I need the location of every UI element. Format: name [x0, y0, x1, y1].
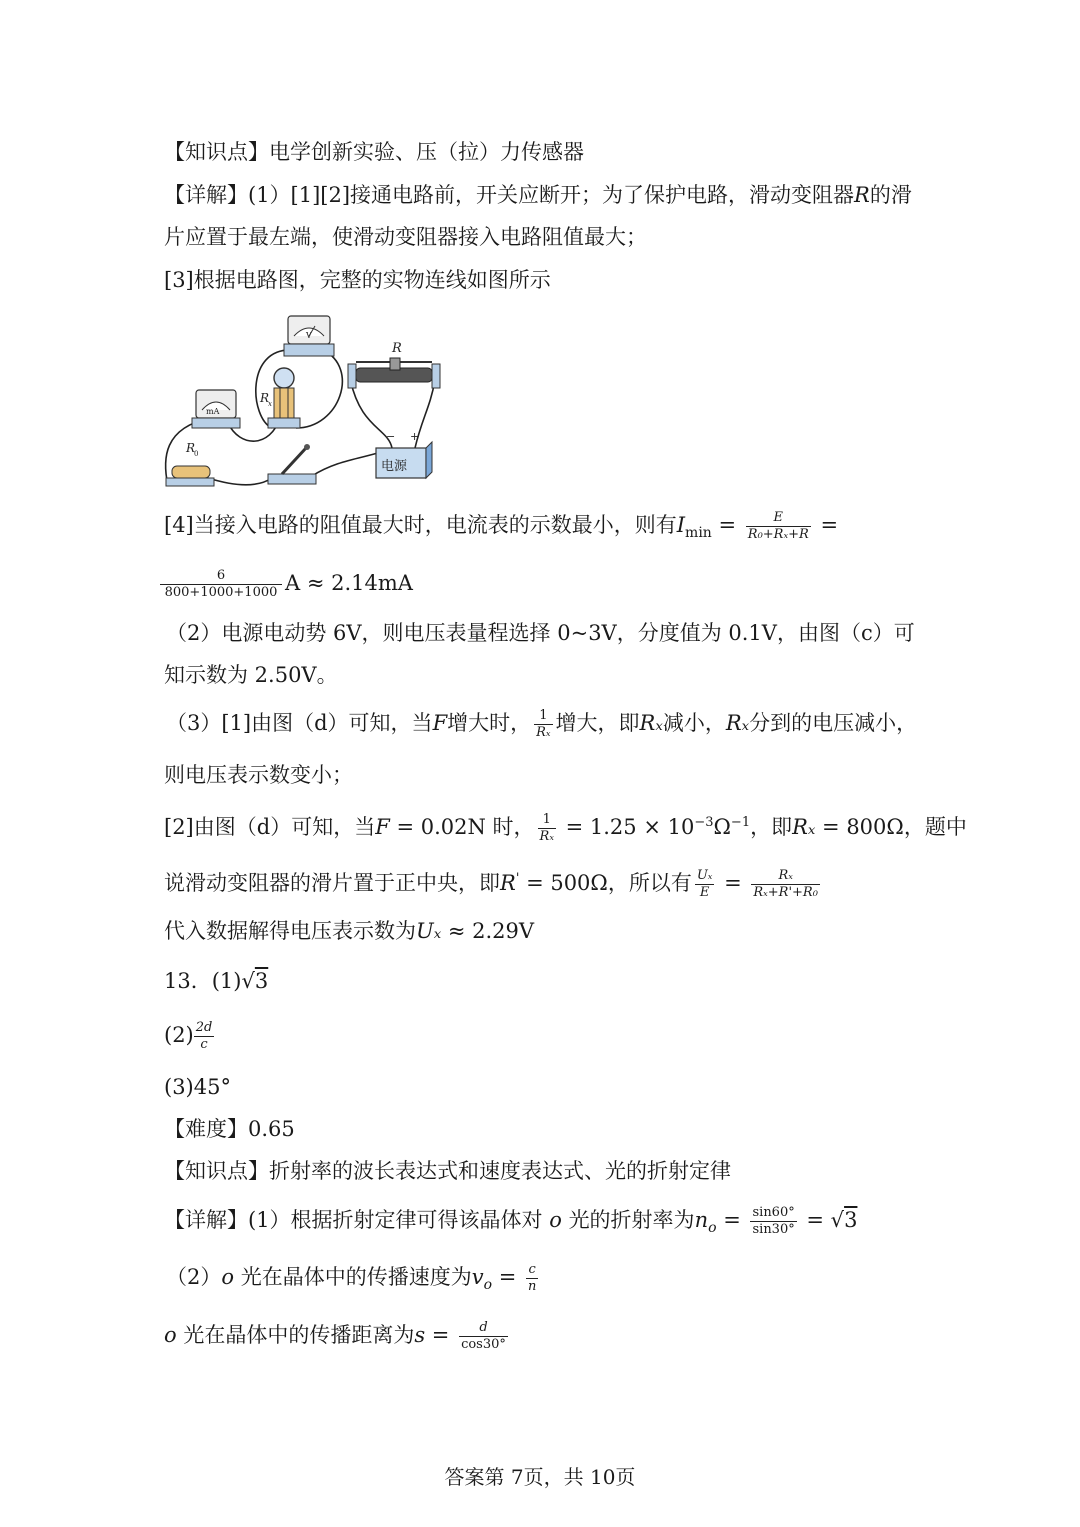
var-o: o: [164, 1323, 177, 1347]
detail-4-line-1: [164, 510, 838, 548]
var-R: R: [500, 871, 516, 895]
fraction: [751, 868, 820, 901]
text-run: 光在晶体中的传播速度为: [234, 1265, 472, 1289]
denominator: c: [200, 1037, 208, 1052]
text-run: 代入数据解得电压表示数为: [164, 919, 416, 943]
battery-minus: −: [386, 430, 396, 443]
text-run: = 0.02N 时，: [389, 815, 535, 839]
text-run: = √: [799, 1208, 845, 1232]
fraction: [538, 812, 556, 845]
text-run: 13．(1)√: [164, 969, 255, 993]
text-run: =: [813, 513, 839, 537]
subscript-min: min: [685, 525, 712, 541]
numerator: 1: [534, 708, 552, 725]
text-run: =: [717, 871, 749, 895]
text-run: Ω: [713, 815, 731, 839]
var-R: R: [854, 183, 870, 207]
text-run: 的滑: [869, 183, 912, 207]
ammeter-label: mA: [206, 407, 220, 416]
var-v: v: [471, 1265, 484, 1289]
text-run: 光的折射率为: [568, 1208, 695, 1232]
wire: [208, 478, 272, 485]
part3-line-4: [164, 864, 823, 901]
var-o: o: [542, 1208, 569, 1232]
q13-answer-1: [164, 966, 268, 996]
battery-plus: +: [410, 430, 420, 443]
part3-line-5: [164, 916, 534, 946]
radicand: 3: [844, 1208, 858, 1232]
denominator: E: [699, 885, 710, 900]
text-run: 说滑动变阻器的滑片置于正中央，即: [164, 871, 500, 895]
text-run: =: [492, 1265, 523, 1289]
numerator: d: [459, 1320, 508, 1337]
part3-line-3: [164, 808, 967, 845]
battery-label: 电源: [381, 459, 408, 474]
text-run: (2): [164, 1023, 194, 1047]
r0-resistor: [166, 441, 214, 486]
switch: [268, 444, 316, 484]
voltmeter: [284, 316, 334, 356]
rheostat: [348, 341, 440, 388]
var-o: o: [221, 1265, 235, 1289]
subscript: o: [708, 1220, 717, 1236]
voltmeter-label: V: [306, 331, 312, 340]
part2-line-1: （2）电源电动势 6V，则电压表量程选择 0~3V，分度值为 0.1V，由图（c）可: [166, 621, 915, 645]
text-run: ≈ 2.29V: [441, 919, 535, 943]
r0-label: R: [186, 441, 196, 455]
text-run: =: [716, 1208, 748, 1232]
superscript: −3: [694, 815, 714, 830]
circuit-diagram: [160, 308, 450, 492]
numerator: 6: [160, 568, 282, 585]
q13-answer-2: [164, 1020, 217, 1053]
rheostat-label: R: [392, 341, 402, 356]
text-run: =: [711, 513, 743, 537]
text-run: （3）[1]由图（d）可知，当: [166, 711, 433, 735]
fraction: [534, 708, 552, 741]
text-run: 光在晶体中的传播距离为: [176, 1323, 415, 1347]
fraction: [459, 1320, 508, 1353]
var-Rx: Rₓ: [639, 711, 663, 735]
denominator: sin30°: [752, 1222, 795, 1237]
var-I: I: [676, 513, 686, 537]
fraction: [750, 1205, 796, 1238]
numerator: Rₓ: [751, 868, 820, 885]
detail-line-1: [164, 180, 912, 210]
fraction: [194, 1020, 215, 1053]
denominator: 800+1000+1000: [164, 585, 278, 600]
fraction: [160, 568, 282, 601]
numerator: 2d: [195, 1020, 213, 1035]
fraction: [526, 1262, 538, 1295]
fraction: [695, 868, 715, 901]
text-run: ，即: [750, 815, 793, 839]
numerator: 1: [538, 812, 556, 829]
subscript: o: [483, 1277, 493, 1293]
text-run: [4]当接入电路的阻值最大时，电流表的示数最小，则有: [164, 513, 677, 537]
var-Rx: Rₓ: [792, 815, 816, 839]
var-F: F: [432, 711, 448, 735]
numerator: Uₓ: [696, 868, 713, 883]
rx-label: R: [260, 391, 270, 405]
text-run: 【详解】(1）根据折射定律可得该晶体对: [164, 1208, 543, 1232]
part3-line-1: [166, 708, 917, 741]
explain-line-2: [166, 1262, 541, 1300]
text-run: [2]由图（d）可知，当: [164, 815, 376, 839]
rx-sub: x: [268, 400, 272, 408]
var-Rx: Rₓ: [725, 711, 750, 735]
var-s: s: [414, 1323, 426, 1347]
knowledge-point-heading-2: 【知识点】折射率的波长表达式和速度表达式、光的折射定律: [164, 1159, 731, 1183]
numerator: E: [746, 510, 811, 527]
explain-line-3: [164, 1320, 511, 1353]
denominator: Rₓ: [539, 829, 554, 844]
battery: [376, 430, 432, 478]
var-Ux: Uₓ: [416, 919, 442, 943]
denominator: cos30°: [461, 1337, 506, 1352]
part3-line-2: 则电压表示数变小；: [164, 763, 353, 787]
text-run: 增大，即: [555, 711, 640, 735]
wire: [296, 350, 342, 428]
var-F: F: [375, 815, 390, 839]
detail-line-3: [3]根据电路图，完整的实物连线如图所示: [164, 268, 551, 292]
text-run: = 500Ω，所以有: [519, 871, 692, 895]
detail-line-2: 片应置于最左端，使滑动变阻器接入电路阻值最大；: [164, 225, 647, 249]
q13-answer-3: (3)45°: [164, 1075, 231, 1099]
denominator: Rₓ+R'+R₀: [753, 885, 818, 900]
numerator: sin60°: [752, 1205, 795, 1220]
part2-line-2: 知示数为 2.50V。: [164, 663, 338, 687]
radicand: 3: [254, 969, 269, 993]
knowledge-point-heading: 【知识点】电学创新实验、压（拉）力传感器: [164, 140, 584, 164]
text-run: =: [425, 1323, 457, 1347]
prime: ': [515, 871, 520, 886]
detail-4-line-2: [160, 568, 413, 601]
denominator: n: [527, 1279, 537, 1294]
fraction: [746, 510, 811, 543]
text-run: （2）: [166, 1265, 222, 1289]
text-run: 分到的电压减小，: [749, 711, 918, 735]
denominator: Rₓ: [536, 725, 551, 740]
superscript: −1: [730, 815, 751, 830]
r0-sub: 0: [194, 450, 199, 458]
text-run: = 800Ω，题中: [815, 815, 967, 839]
text-run: 减小，: [662, 711, 726, 735]
text-run: = 1.25 × 10: [558, 815, 695, 839]
text-run: 【详解】(1）[1][2]接通电路前，开关应断开；为了保护电路，滑动变阻器: [164, 183, 855, 207]
var-n: n: [694, 1208, 709, 1232]
denominator: R₀+Rₓ+R: [747, 527, 809, 542]
difficulty: 【难度】0.65: [164, 1117, 295, 1141]
text-run: A ≈ 2.14mA: [285, 571, 413, 595]
explain-line-1: [164, 1205, 857, 1243]
rx-sensor: [259, 368, 300, 428]
text-run: 增大时，: [447, 711, 532, 735]
page-footer: 答案第 7页，共 10页: [444, 1465, 636, 1489]
numerator: c: [526, 1262, 538, 1279]
ammeter: [192, 390, 240, 428]
